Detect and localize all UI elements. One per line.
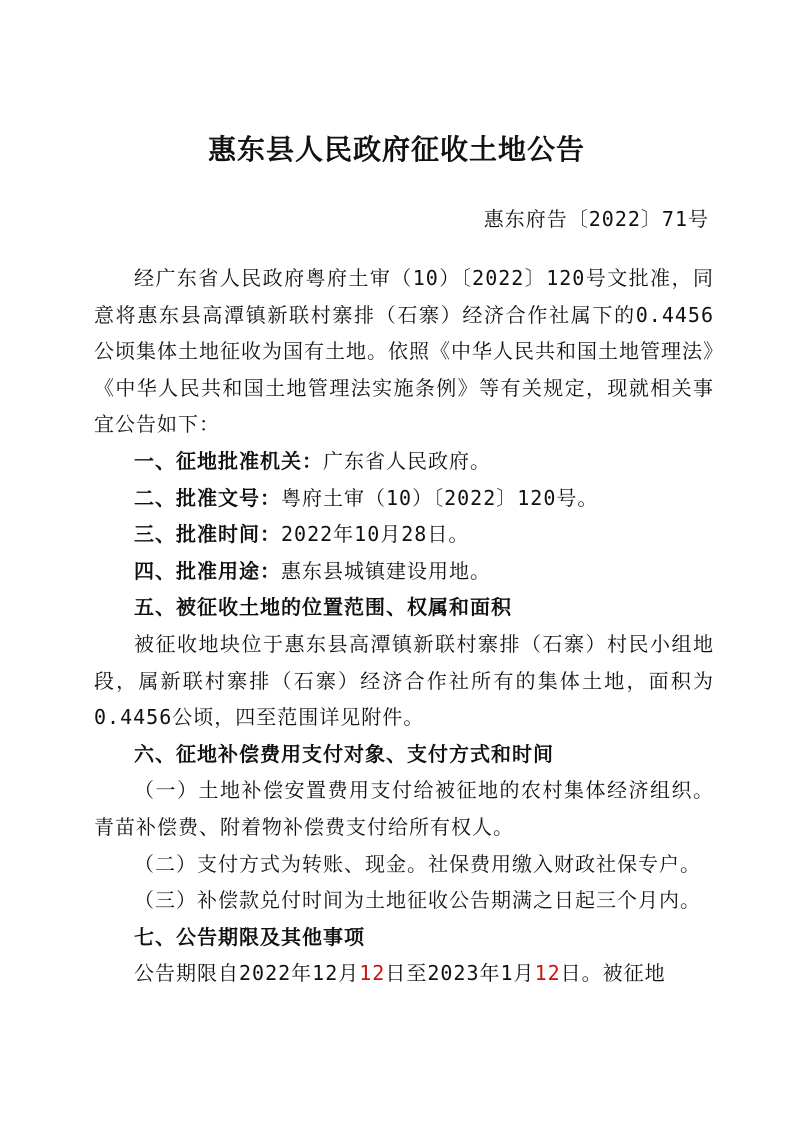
item-6-sub-3: （三）补偿款兑付时间为土地征收公告期满之日起三个月内。 xyxy=(134,888,701,913)
item-7-text-a: 公告期限自2022年12月 xyxy=(134,961,360,986)
item-3-heading: 三、批准时间： xyxy=(134,522,281,547)
item-4-heading: 四、批准用途： xyxy=(134,558,281,583)
intro-paragraph: 经广东省人民政府粤府土审（10）〔2022〕120号文批准，同意将惠东县高潭镇新联村寨排（石寨）经济合作社属下的0.4456公顷集体土地征收为国有土地。依照《中华人民共和国土地管理法》《中华人民共和国土地管理法实施条例》等有关规定，现就相关事宜公告如下： xyxy=(94,266,714,437)
item-5-heading: 五、被征收土地的位置范围、权属和面积 xyxy=(134,595,512,620)
item-7-text-c: 日。被征地 xyxy=(560,961,666,986)
item-4 xyxy=(94,553,714,590)
item-2-text: 粤府土审（10）〔2022〕120号。 xyxy=(281,485,599,510)
item-7-text-b: 日至2023年1月 xyxy=(385,961,535,986)
item-5-text: 被征收地块位于惠东县高潭镇新联村寨排（石寨）村民小组地段，属新联村寨排（石寨）经济合作社所有的集体土地，面积为0.4456公顷，四至范围详见附件。 xyxy=(94,631,714,730)
item-7-end-day: 12 xyxy=(534,961,561,986)
item-3 xyxy=(94,516,714,553)
item-2 xyxy=(94,480,714,517)
item-4-text: 惠东县城镇建设用地。 xyxy=(281,558,491,583)
item-3-text: 2022年10月28日。 xyxy=(281,522,470,547)
page-title: 惠东县人民政府征收土地公告 xyxy=(207,133,585,166)
item-7-start-day: 12 xyxy=(359,961,386,986)
item-1 xyxy=(94,443,714,480)
item-6-heading: 六、征地补偿费用支付对象、支付方式和时间 xyxy=(134,741,554,766)
item-6-sub-1: （一）土地补偿安置费用支付给被征地的农村集体经济组织。青苗补偿费、附着物补偿费支付给所有权人。 xyxy=(94,778,714,839)
item-7-text xyxy=(94,955,714,992)
item-1-heading: 一、征地批准机关： xyxy=(134,448,323,473)
item-6-sub-2: （二）支付方式为转账、现金。社保费用缴入财政社保专户。 xyxy=(134,851,701,876)
document-number: 惠东府告〔2022〕71号 xyxy=(483,207,709,231)
item-1-text: 广东省人民政府。 xyxy=(323,448,491,473)
document-body xyxy=(94,260,714,992)
item-7-heading: 七、公告期限及其他事项 xyxy=(134,924,365,949)
item-2-heading: 二、批准文号： xyxy=(134,485,281,510)
